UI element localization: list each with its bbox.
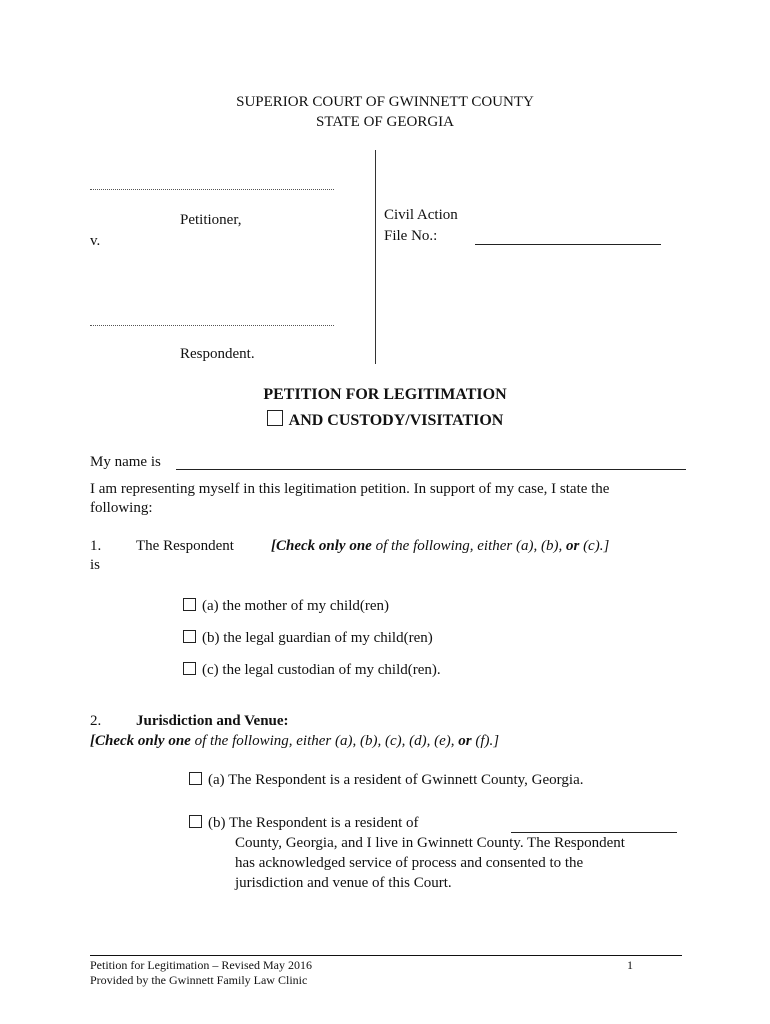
section1-instr-bold: [Check only one [271,538,372,554]
county-field[interactable] [511,832,677,833]
section2-number: 2. [90,713,102,729]
option-b-checkbox[interactable] [183,630,196,643]
venue-b-line-2: County, Georgia, and I live in Gwinnett County. The Respondent [235,835,625,851]
section1-option-c [183,662,441,679]
section2-instr-ital: of the following, either (a), (b), (c), (d), (e), [190,733,459,749]
civil-action-label: Civil Action [384,207,458,223]
section2-option-b [189,815,419,832]
custody-visitation-checkbox[interactable] [267,410,283,426]
state-name: STATE OF GEORGIA [316,114,454,130]
petitioner-label: Petitioner, [180,212,242,228]
section1-instr-or: or [565,538,580,554]
section2-instr-bold: [Check only one [90,733,191,749]
custody-title-text: AND CUSTODY/VISITATION [288,412,504,429]
section1-label: The Respondent [136,538,234,554]
my-name-label: My name is [90,454,161,470]
statement-line-2: following: [90,500,153,516]
option-c-checkbox[interactable] [183,662,196,675]
footer-line-2: Provided by the Gwinnett Family Law Clinic [90,973,308,987]
petition-title: PETITION FOR LEGITIMATION [263,386,507,403]
option-a-text: (a) the mother of my child(ren) [202,598,390,614]
venue-a-checkbox[interactable] [189,772,202,785]
page-number: 1 [627,958,633,972]
section2-instr-end: (f).] [471,733,500,749]
option-c-text: (c) the legal custodian of my child(ren). [202,662,441,678]
section1-instr-ital: of the following, either (a), (b), [371,538,566,554]
section1-option-b [183,630,433,647]
caption-divider [375,150,376,364]
section1-option-a [183,598,389,615]
option-b-text: (b) the legal guardian of my child(ren) [202,630,433,646]
court-name: SUPERIOR COURT OF GWINNETT COUNTY [236,94,534,110]
footer-rule [90,955,682,956]
petitioner-name-line[interactable] [90,189,334,190]
venue-b-checkbox[interactable] [189,815,202,828]
section1-instruction [271,538,609,555]
section2-option-a [189,772,583,789]
statement-line-1: I am representing myself in this legitimation petition. In support of my case, I state the [90,481,610,497]
versus-label: v. [90,233,101,249]
my-name-field[interactable] [176,469,686,470]
venue-a-text: (a) The Respondent is a resident of Gwinnett County, Georgia. [208,772,584,788]
section1-number: 1. [90,538,102,554]
footer-line-1: Petition for Legitimation – Revised May 2016 [90,958,312,972]
file-no-label: File No.: [384,228,438,244]
venue-b-line-3: has acknowledged service of process and consented to the [235,855,584,871]
venue-b-line-4: jurisdiction and venue of this Court. [235,875,452,891]
custody-title [0,410,770,430]
section2-instruction [90,733,499,750]
section2-heading: Jurisdiction and Venue: [136,713,289,729]
option-a-checkbox[interactable] [183,598,196,611]
section2-instr-or: or [458,733,472,749]
file-no-field[interactable] [475,244,661,245]
respondent-label: Respondent. [180,346,255,362]
section1-label-cont: is [90,557,101,573]
respondent-name-line[interactable] [90,325,334,326]
venue-b-text: (b) The Respondent is a resident of [208,815,419,831]
section1-instr-end: (c).] [579,538,610,554]
